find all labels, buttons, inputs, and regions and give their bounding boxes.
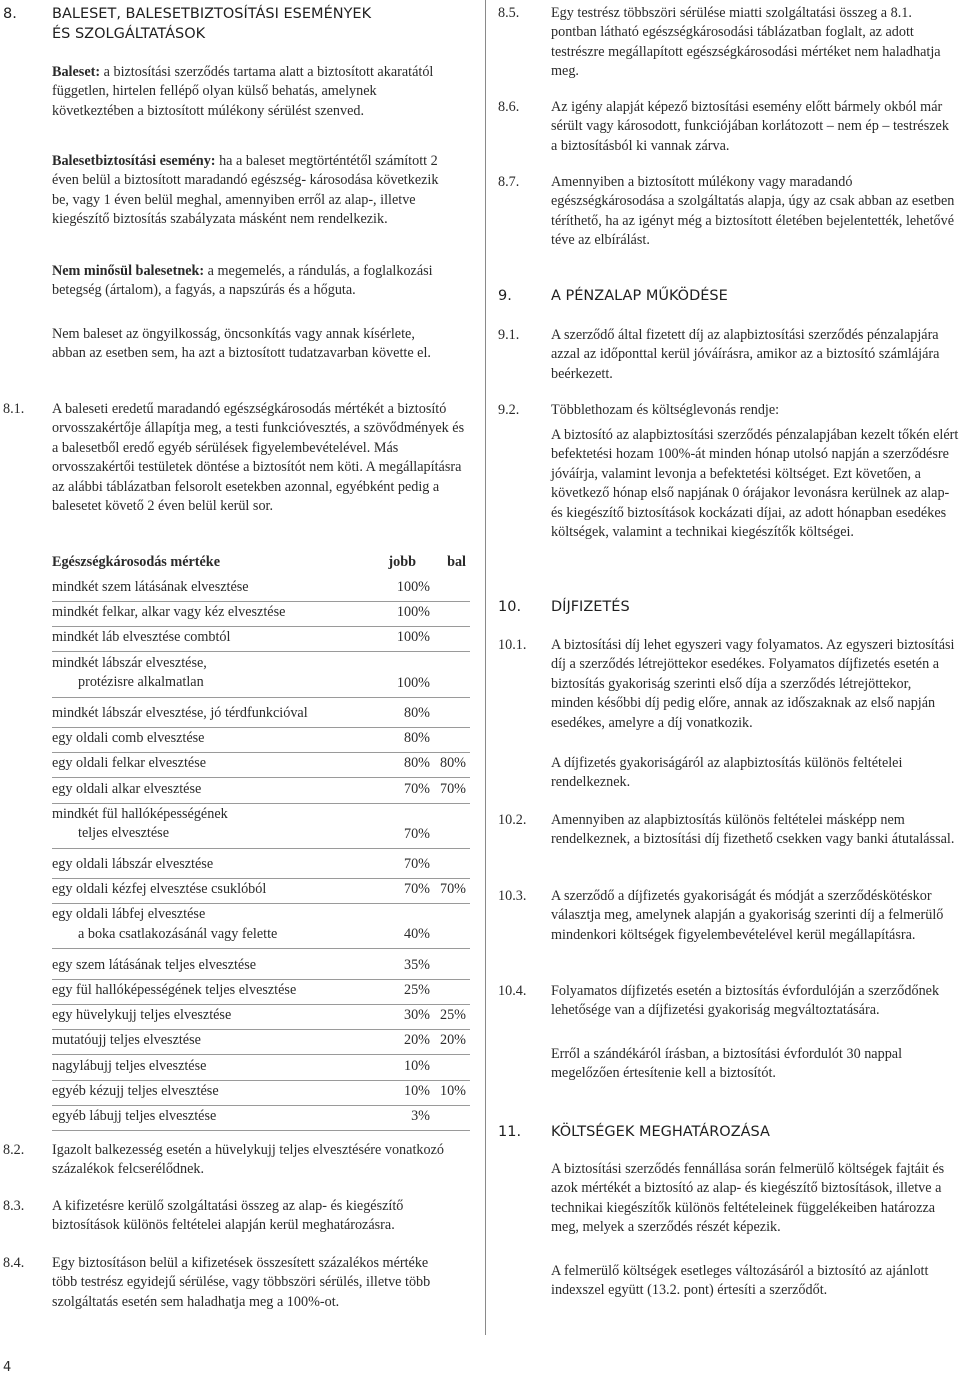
- table-row-jobb: 70%: [403, 825, 430, 842]
- table-row: [52, 780, 470, 799]
- table-row: [52, 1057, 470, 1076]
- p84-text: Egy biztosításon belül a kifizetések összesített százalékos mértéke több testrész egyidejű sérülése, vagy többszöri sérülés, illetve több szolgáltatás esetén sem haladhatja meg a 100%-ot.: [52, 1255, 431, 1310]
- section-11-number: 11.: [498, 1124, 522, 1140]
- p101-text: A biztosítási díj lehet egyszeri vagy folyamatos. Az egyszeri biztosítási díj a szerződés létrejöttekor esedékes. Folyamatos díjfizetés esetén a biztosítás gyakoriság szerinti első díja a szerződés létrejöttekor, minden későbbi díj pedig előre, annak az időszaknak az első napján esedékes, amelyre a díj vonatkozik.: [551, 637, 955, 731]
- table-row: [52, 855, 470, 874]
- table-row-jobb: 30%: [403, 1007, 430, 1024]
- table-row-jobb: 70%: [403, 881, 430, 898]
- table-row-label: [52, 981, 296, 1000]
- section-11-text2: A felmerülő költségek esetleges változásáról a biztosító az ajánlott indexszel együtt (13.2. pont) értesíti a szerződőt.: [551, 1263, 929, 1299]
- table-row-label-line1: nagylábujj teljes elvesztése: [52, 1057, 207, 1074]
- table-row: [52, 578, 470, 597]
- table-row-label-line1: mindkét felkar, alkar vagy kéz elvesztése: [52, 604, 286, 621]
- p92-text: A biztosító az alapbiztosítási szerződés pénzalapjában kezelt tőkén elért befektetési hozam 100%-át minden hónap utolsó napján a szerződésre jóváírja, valamint levonja a befektetési költséget. Ezt követően, a következő hónap első napjának 0 órájakor levonásra kerülnek az alap- és kiegészítő biztosítások kockázati díjai, az adott hónapban esedékes költségek, valamint a technikai kiegészítők költségei.: [551, 427, 959, 541]
- table-row-label: [52, 956, 256, 975]
- baleset-term: Baleset:: [52, 64, 101, 80]
- table-row: [52, 603, 470, 622]
- table-row-jobb: 20%: [403, 1032, 430, 1049]
- p103-text: A szerződő a díjfizetés gyakoriságát és módját a szerződéskötéskor választja meg, amelynek alapján a gyakoriság szerinti díj a felmerülő mindenkori költségek figyelembevételével kerül megállapításra.: [551, 888, 944, 943]
- table-row-jobb: 10%: [403, 1057, 430, 1074]
- table-header: [52, 553, 470, 573]
- p104-number: 10.4.: [498, 983, 527, 999]
- table-row-label: [52, 1107, 216, 1126]
- header-label: Egészségkárosodás mértéke: [52, 554, 220, 570]
- table-row: [52, 654, 470, 693]
- table-row-jobb: 40%: [403, 926, 430, 943]
- table-row-bal: 10%: [439, 1082, 466, 1099]
- section-11-title: KÖLTSÉGEK MEGHATÁROZÁSA: [551, 1124, 770, 1140]
- table-row-jobb: 3%: [411, 1107, 430, 1124]
- page-number: 4: [3, 1360, 12, 1375]
- table-row-jobb: 80%: [403, 755, 430, 772]
- table-row-label: [52, 880, 266, 899]
- p81-text: A baleseti eredetű maradandó egészségkárosodás mértékét a biztosító orvosszakértője állapítja meg, a testi funkcióvesztés, a szövődmények és a balesetből eredő egyéb sérülések figyelembevételével. Más orvosszakértői testületek döntése a biztosítót nem köti. A megállapításra az alábbi táblázatban felsorolt esetekben azonnal, egyébként pedig a balesetet követő 2 éven belül kerül sor.: [52, 401, 465, 515]
- table-row: [52, 956, 470, 975]
- p87-number: 8.7.: [498, 174, 520, 190]
- table-row-label-line1: egyéb kézujj teljes elvesztése: [52, 1082, 219, 1099]
- p82-number: 8.2.: [3, 1142, 25, 1158]
- table-row-label: [52, 1006, 231, 1025]
- table-row-jobb: 80%: [403, 730, 430, 747]
- table-row-label: [52, 628, 230, 647]
- table-row-label-line1: egyéb lábujj teljes elvesztése: [52, 1107, 217, 1124]
- table-row-label: [52, 754, 206, 773]
- table-row-jobb: 25%: [403, 981, 430, 998]
- p83-text: A kifizetésre kerülő szolgáltatási összeg az alap- és kiegészítő biztosítások különös feltételei alapján kerül meghatározásra.: [52, 1198, 404, 1234]
- table-row-label: [52, 654, 207, 693]
- table-row-label-line2: teljes elvesztése: [78, 825, 169, 842]
- section-8-title: [52, 4, 472, 44]
- table-row-label-line1: egy oldali alkar elvesztése: [52, 780, 202, 797]
- table-row-label: [52, 578, 249, 597]
- section-10-number: 10.: [498, 599, 522, 615]
- table-row-bal: 70%: [439, 881, 466, 898]
- not-accident-definition: [52, 262, 447, 301]
- table-row-label-line1: egy oldali comb elvesztése: [52, 730, 205, 747]
- table-row: [52, 754, 470, 773]
- header-bal: bal: [447, 554, 466, 570]
- p101-number: 10.1.: [498, 637, 527, 653]
- table-row-label: [52, 805, 228, 844]
- table-row-label: [52, 1031, 201, 1050]
- table-row-bal: 70%: [439, 780, 466, 797]
- p102-text: Amennyiben az alapbiztosítás különös feltételei másképp nem rendelkeznek, a biztosítási díj fizethető csekken vagy banki átutalással.: [551, 812, 955, 848]
- table-row-bal: 80%: [439, 755, 466, 772]
- event-term: Balesetbiztosítási esemény:: [52, 153, 216, 169]
- p104-text: Folyamatos díjfizetés esetén a biztosítás évfordulóján a szerződőnek lehetősége van a díjfizetési gyakoriság megváltoztatására.: [551, 983, 940, 1019]
- p82-text: Igazolt balkezesség esetén a hüvelykujj teljes elvesztésére vonatkozó százalékok felcserélődnek.: [52, 1142, 444, 1178]
- table-row-label: [52, 1082, 219, 1101]
- table-row-label-line1: egy oldali felkar elvesztése: [52, 755, 207, 772]
- table-row-jobb: 10%: [403, 1082, 430, 1099]
- table-row-label-line1: egy oldali kézfej elvesztése csuklóból: [52, 881, 267, 898]
- p85-text: Egy testrész többszöri sérülése miatti szolgáltatási összeg a 8.1. pontban látható egészségkárosodási táblázatban foglalt, az adott testrészre megállapított egészségkárosodási mértéket nem haladhatja meg.: [551, 5, 941, 80]
- column-divider: [485, 0, 486, 1335]
- table-row-bal: 20%: [439, 1032, 466, 1049]
- p91-number: 9.1.: [498, 327, 520, 343]
- p91-text: A szerződő által fizetett díj az alapbiztosítási szerződés pénzalapjára azzal az időponttal kerül jóváírásra, amikor az a biztosító számlájára beérkezett.: [551, 327, 940, 382]
- table-row: [52, 1006, 470, 1025]
- p81-number: 8.1.: [3, 401, 25, 417]
- p92-number: 9.2.: [498, 402, 520, 418]
- table-row-label-line1: mindkét lábszár elvesztése,: [52, 654, 207, 671]
- table-row-label: [52, 704, 308, 723]
- table-row-label-line1: mindkét fül hallóképességének: [52, 805, 228, 822]
- table-row-jobb: 80%: [403, 704, 430, 721]
- table-row: [52, 905, 470, 944]
- section-8-title-line2: ÉS SZOLGÁLTATÁSOK: [52, 26, 206, 42]
- p103-number: 10.3.: [498, 888, 527, 904]
- table-row-label-line2: protézisre alkalmatlan: [78, 674, 204, 690]
- table-row: [52, 704, 470, 723]
- not-accident-text: a megemelés, a rándulás, a foglalkozási betegség (ártalom), a fagyás, a napszúrás és a hőguta.: [52, 263, 433, 299]
- table-row-label-line1: egy szem látásának teljes elvesztése: [52, 956, 257, 973]
- section-10-title: DÍJFIZETÉS: [551, 599, 630, 615]
- section-9-number: 9.: [498, 288, 512, 304]
- p85-number: 8.5.: [498, 5, 520, 21]
- table-row-label-line1: egy fül hallóképességének teljes elvesztése: [52, 981, 297, 998]
- p101-text2: A díjfizetés gyakoriságáról az alapbiztosítás különös feltételei rendelkeznek.: [551, 755, 903, 791]
- table-row-jobb: 100%: [396, 674, 430, 691]
- baleset-text: a biztosítási szerződés tartama alatt a biztosított akaratától független, hirtelen fellépő olyan külső behatás, amelynek következtében a biztosított múlékony sérülést szenved.: [52, 64, 434, 119]
- section-8-title-line1: BALESET, BALESETBIZTOSÍTÁSI ESEMÉNYEK: [52, 6, 372, 22]
- suicide-exclusion: Nem baleset az öngyilkosság, öncsonkítás vagy annak kísérlete, abban az esetben sem, ha azt a biztosított tudatzavarban követte el.: [52, 326, 431, 362]
- p92-heading: Többlethozam és költséglevonás rendje:: [551, 402, 780, 418]
- baleset-definition: [52, 63, 447, 121]
- table-row-label: [52, 780, 201, 799]
- section-8-number: 8.: [3, 6, 17, 22]
- header-jobb: jobb: [388, 554, 416, 570]
- table-row: [52, 1082, 470, 1101]
- event-definition: [52, 152, 447, 230]
- table-row-bal: 25%: [439, 1007, 466, 1024]
- table-row: [52, 628, 470, 647]
- table-row: [52, 1031, 470, 1050]
- p83-number: 8.3.: [3, 1198, 25, 1214]
- p84-number: 8.4.: [3, 1255, 25, 1271]
- table-row-label: [52, 729, 204, 748]
- table-row-label-line1: egy hüvelykujj teljes elvesztése: [52, 1007, 232, 1024]
- table-row-jobb: 70%: [403, 856, 430, 872]
- p102-number: 10.2.: [498, 812, 527, 828]
- table-row: [52, 729, 470, 748]
- table-row: [52, 805, 470, 844]
- table-row-jobb: 100%: [396, 604, 430, 621]
- p86-number: 8.6.: [498, 99, 520, 115]
- table-row: [52, 981, 470, 1000]
- table-row: [52, 1107, 470, 1126]
- table-row-label-line1: mindkét szem látásának elvesztése: [52, 579, 249, 595]
- table-row-label-line1: egy oldali lábszár elvesztése: [52, 856, 214, 872]
- p87-text: Amennyiben a biztosított múlékony vagy maradandó egészségkárosodása a szolgáltatás alapja, úgy az csak abban az esetben téríthető, ha az igényt még a biztosított életében bejelentették, lehetővé téve az elbírálást.: [551, 174, 955, 249]
- table-row-jobb: 100%: [396, 579, 430, 595]
- table-row-label: [52, 905, 277, 944]
- p86-text: Az igény alapját képező biztosítási esemény előtt bármely okból már sérült vagy károsodott, funkciójában korlátozott – nem ép – testrészek a biztosításból ki vannak zárva.: [551, 99, 949, 154]
- section-11-text: A biztosítási szerződés fennállása során felmerülő költségek fajtáit és azok mértékét a biztosító az alap- és kiegészítő biztosítások, illetve a technikai kiegészítők különös feltételeinek függelékeiben határozza meg, melyek a szerződés részét képezik.: [551, 1161, 945, 1236]
- event-text: ha a baleset megtörténtétől számított 2 éven belül a biztosított maradandó egészség- károsodása következik be, vagy 1 éven belül meghal, amennyiben erről az alap-, illetve kiegészítő biztosítás szabályzata másként nem rendelkezik.: [52, 153, 439, 228]
- table-row-label-line1: mutatóujj teljes elvesztése: [52, 1032, 201, 1049]
- table-row-label: [52, 603, 285, 622]
- table-row: [52, 880, 470, 899]
- table-row-label: [52, 855, 213, 874]
- table-row-label-line1: mindkét láb elvesztése combtól: [52, 629, 231, 646]
- table-row-jobb: 100%: [396, 629, 430, 646]
- table-row-label-line2: a boka csatlakozásánál vagy felette: [78, 925, 278, 942]
- table-row-label-line1: mindkét lábszár elvesztése, jó térdfunkcióval: [52, 704, 308, 721]
- p104-text2: Erről a szándékáról írásban, a biztosítási évfordulót 30 nappal megelőzően értesítenie kell a biztosítót.: [551, 1046, 903, 1082]
- table-row-jobb: 35%: [403, 956, 430, 973]
- section-9-title: A PÉNZALAP MŰKÖDÉSE: [551, 288, 728, 304]
- table-row-jobb: 70%: [403, 780, 430, 797]
- not-accident-term: Nem minősül balesetnek:: [52, 263, 205, 279]
- table-row-label-line1: egy oldali lábfej elvesztése: [52, 906, 206, 923]
- table-row-label: [52, 1057, 206, 1076]
